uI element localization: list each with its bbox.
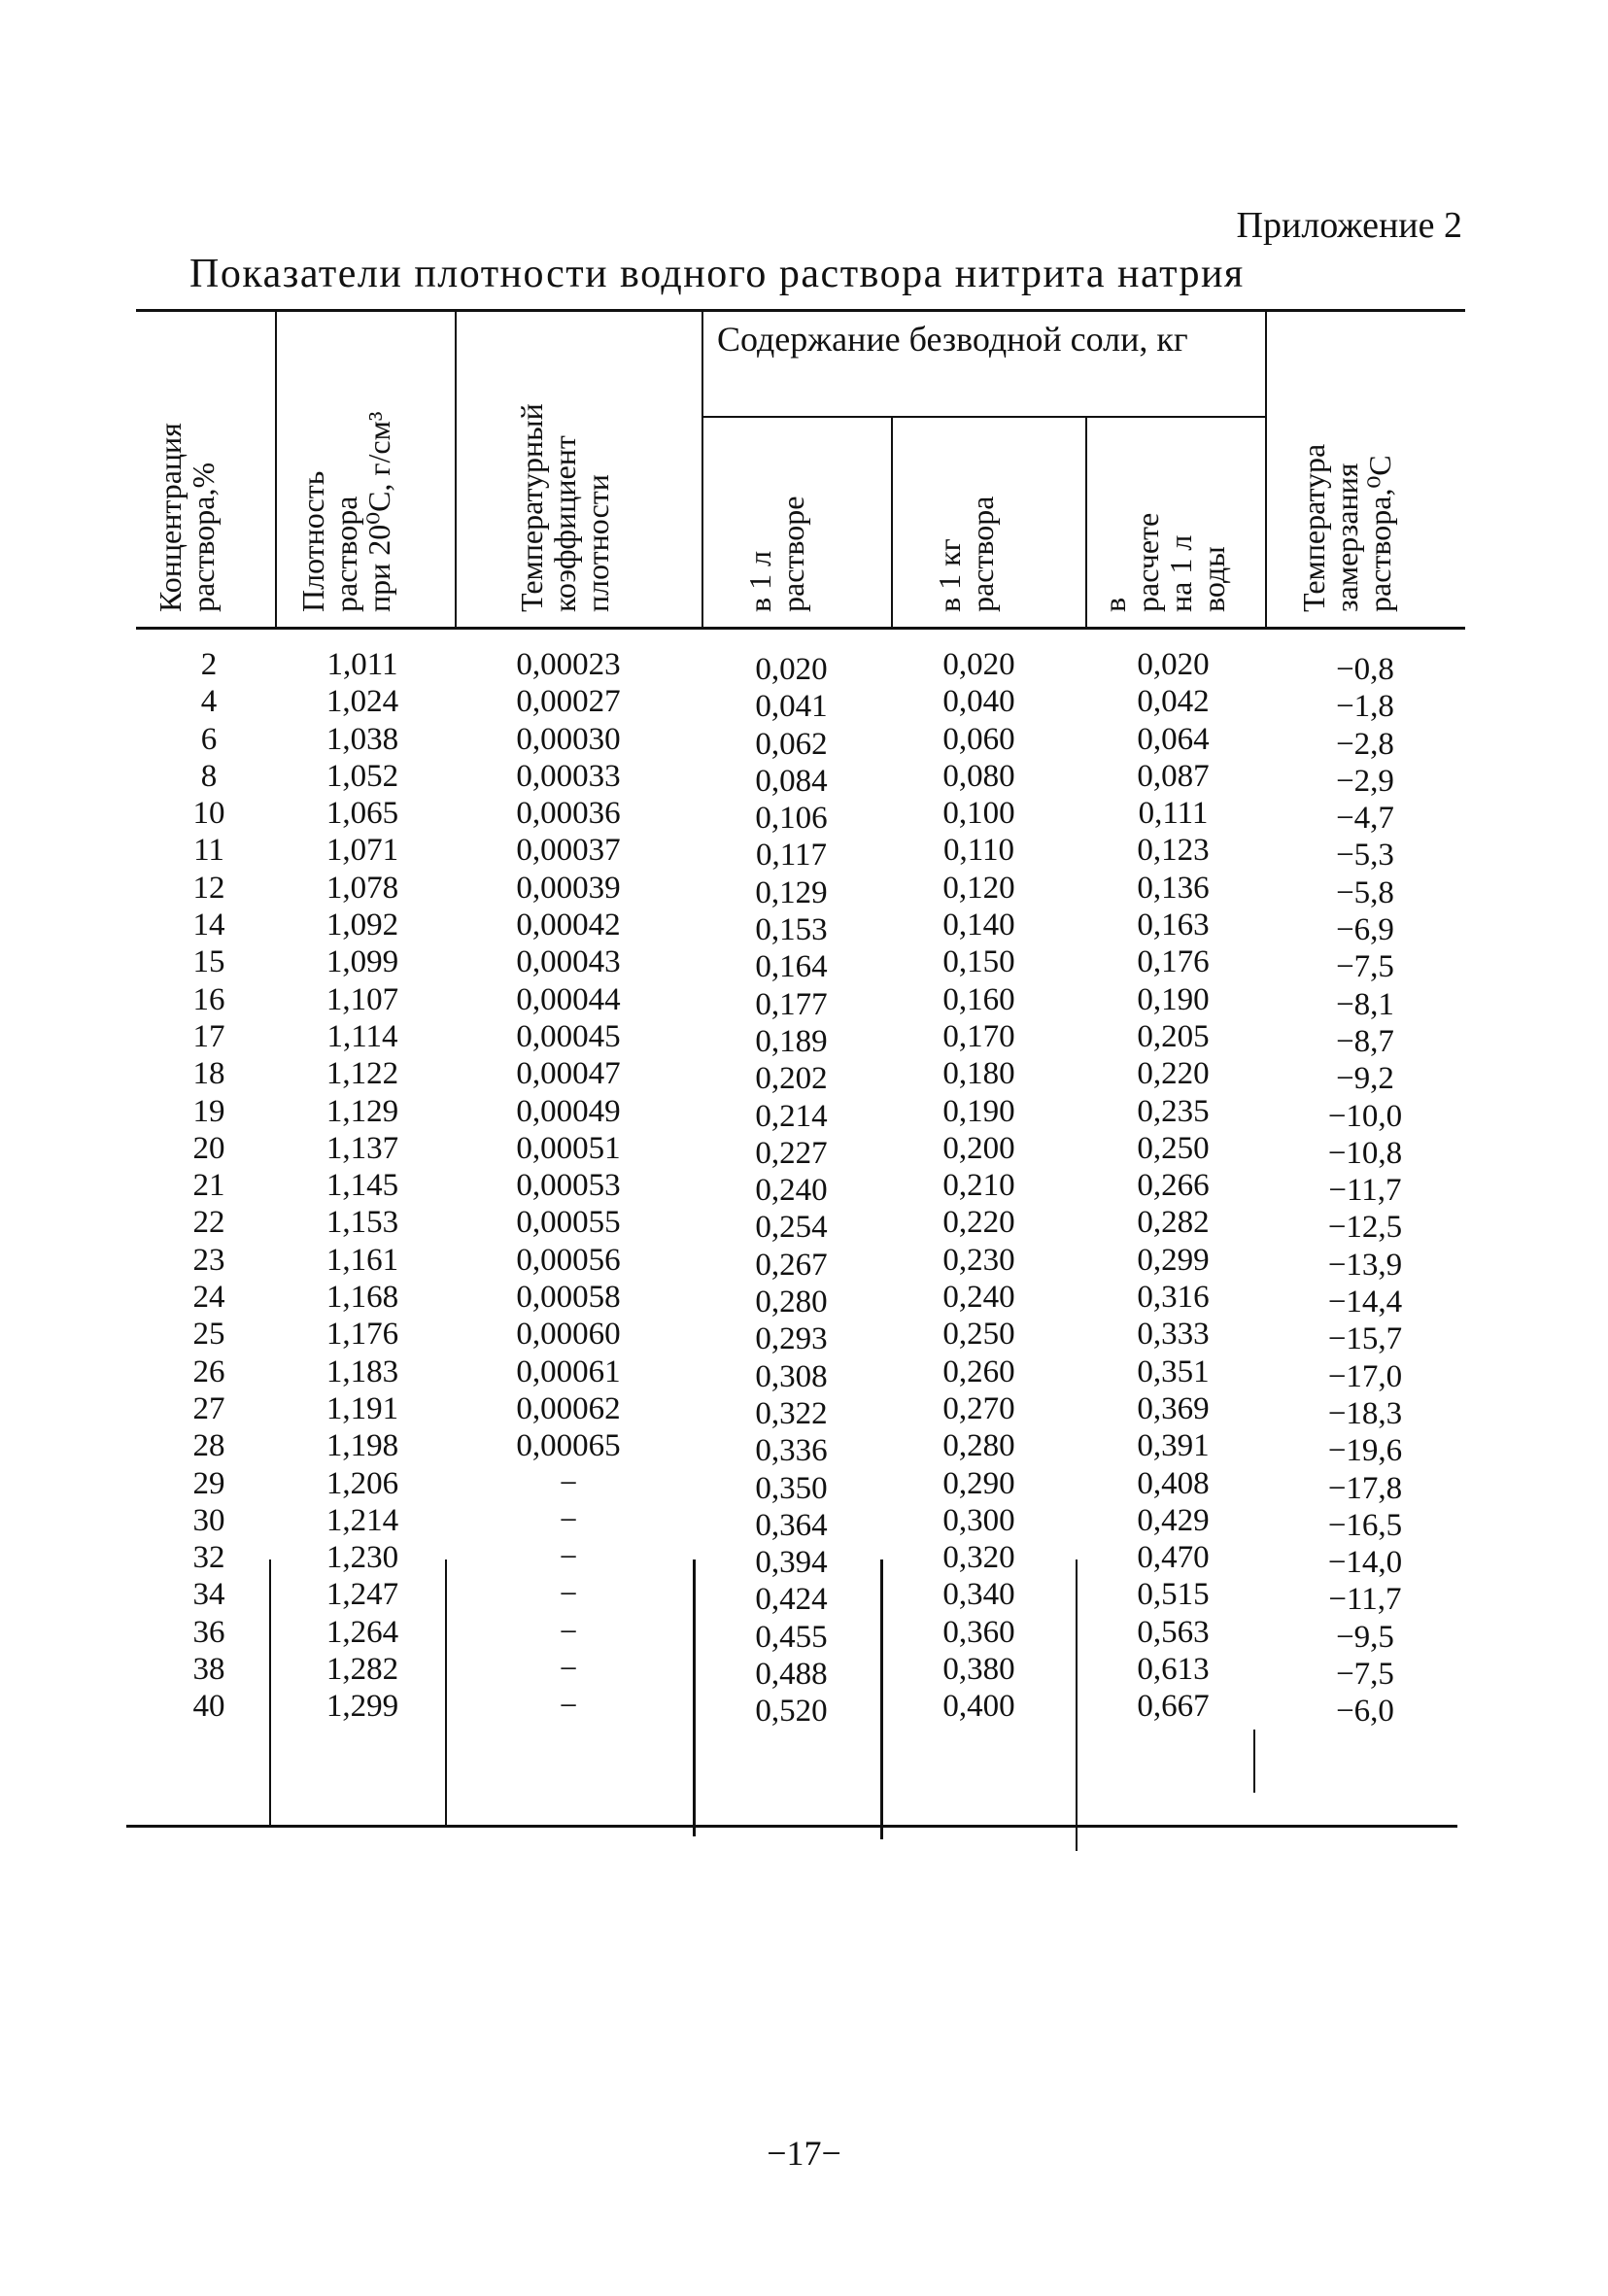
table-cell: 0,300 bbox=[942, 1502, 1015, 1538]
table-cell: 0,260 bbox=[942, 1354, 1015, 1389]
table-cell: 6 bbox=[200, 721, 218, 757]
table-cell: 0,336 bbox=[755, 1433, 828, 1469]
table-cell: 0,00042 bbox=[516, 908, 621, 943]
table-cell: 0,00033 bbox=[516, 758, 621, 794]
table-cell: 0,424 bbox=[755, 1582, 828, 1618]
table-cell: 1,191 bbox=[325, 1390, 399, 1426]
table-cell: 14 bbox=[192, 908, 225, 943]
header-density: Плотность раствора при 20⁰С, г/см³ bbox=[295, 411, 396, 612]
table-cell: −8,1 bbox=[1336, 986, 1394, 1022]
page-number: −17− bbox=[767, 2134, 841, 2173]
table-cell: −6,0 bbox=[1336, 1694, 1394, 1730]
table-cell: 0,020 bbox=[1137, 647, 1210, 682]
table-cell: 1,206 bbox=[325, 1465, 399, 1501]
table-cell: 23 bbox=[192, 1242, 225, 1278]
table-cell: 0,340 bbox=[942, 1577, 1015, 1613]
table-cell: 0,064 bbox=[1137, 721, 1210, 757]
table-cell: 0,189 bbox=[755, 1023, 828, 1059]
table-cell: 20 bbox=[192, 1130, 225, 1166]
table-cell: 1,092 bbox=[325, 908, 399, 943]
table-cell: 0,613 bbox=[1137, 1652, 1210, 1688]
table-cell: 40 bbox=[192, 1689, 225, 1725]
table-cell: −0,8 bbox=[1336, 652, 1394, 687]
table-cell: 1,038 bbox=[325, 721, 399, 757]
table-cell: 38 bbox=[192, 1652, 225, 1688]
table-cell: 0,111 bbox=[1138, 796, 1209, 832]
table-cell: −7,5 bbox=[1336, 1657, 1394, 1693]
table-cell: 0,00045 bbox=[516, 1018, 621, 1054]
table-cell: −4,7 bbox=[1336, 801, 1394, 837]
table-cell: 0,429 bbox=[1137, 1502, 1210, 1538]
table-cell: −9,5 bbox=[1336, 1619, 1394, 1655]
table-cell: 0,00037 bbox=[516, 833, 621, 869]
table-cell: 0,360 bbox=[942, 1614, 1015, 1650]
table-cell: 15 bbox=[192, 944, 225, 980]
table-cell: 1,114 bbox=[326, 1018, 398, 1054]
table-cell: 0,170 bbox=[942, 1018, 1015, 1054]
table-cell: 10 bbox=[192, 796, 225, 832]
table-cell: 0,254 bbox=[755, 1210, 828, 1246]
table-cell: 0,408 bbox=[1137, 1465, 1210, 1501]
table-cell: −2,9 bbox=[1336, 763, 1394, 799]
table-cell: 0,060 bbox=[942, 721, 1015, 757]
table-cell: 0,020 bbox=[942, 647, 1015, 682]
column-divider bbox=[880, 1559, 883, 1839]
table-cell: 0,084 bbox=[755, 763, 828, 799]
table-cell: 0,667 bbox=[1137, 1689, 1210, 1725]
table-cell: 0,488 bbox=[755, 1657, 828, 1693]
table-title: Показатели плотности водного раствора нитрита натрия bbox=[189, 252, 1245, 296]
table-cell: 0,00039 bbox=[516, 870, 621, 906]
table-cell: 0,042 bbox=[1137, 684, 1210, 720]
table-cell: 0,364 bbox=[755, 1507, 828, 1543]
table-cell: 0,240 bbox=[755, 1173, 828, 1209]
table-cell: 0,00023 bbox=[516, 647, 621, 682]
table-cell: 0,299 bbox=[1137, 1242, 1210, 1278]
column-divider bbox=[1253, 1730, 1255, 1793]
table-cell: −14,4 bbox=[1327, 1285, 1403, 1320]
table-cell: −6,9 bbox=[1336, 912, 1394, 948]
table-cell: −11,7 bbox=[1328, 1173, 1402, 1209]
table-cell: 0,290 bbox=[942, 1465, 1015, 1501]
table-cell: 0,00027 bbox=[516, 684, 621, 720]
table-cell: − bbox=[559, 1577, 578, 1613]
table-cell: 0,293 bbox=[755, 1321, 828, 1357]
appendix-label: Приложение 2 bbox=[1236, 205, 1462, 246]
header-temp-coefficient: Температурный коэффициент плотности bbox=[514, 403, 615, 612]
table-cell: 0,369 bbox=[1137, 1390, 1210, 1426]
table-cell: 1,145 bbox=[325, 1168, 399, 1204]
table-cell: 0,160 bbox=[942, 981, 1015, 1017]
table-cell: 0,380 bbox=[942, 1652, 1015, 1688]
table-cell: 0,250 bbox=[1137, 1130, 1210, 1166]
table-cell: 0,470 bbox=[1137, 1540, 1210, 1576]
table-cell: − bbox=[559, 1652, 578, 1688]
table-cell: 26 bbox=[192, 1354, 225, 1389]
table-cell: 1,168 bbox=[325, 1280, 399, 1316]
group-header-rule bbox=[701, 416, 1265, 418]
table-cell: 0,240 bbox=[942, 1280, 1015, 1316]
column-divider bbox=[891, 416, 893, 627]
table-cell: 0,120 bbox=[942, 870, 1015, 906]
table-cell: −2,8 bbox=[1336, 726, 1394, 762]
table-cell: 1,183 bbox=[325, 1354, 399, 1389]
table-cell: −11,7 bbox=[1328, 1582, 1402, 1618]
table-cell: 0,00044 bbox=[516, 981, 621, 1017]
table-cell: 0,041 bbox=[755, 689, 828, 725]
table-cell: 0,087 bbox=[1137, 758, 1210, 794]
table-cell: −5,3 bbox=[1336, 838, 1394, 874]
table-cell: 1,129 bbox=[325, 1093, 399, 1129]
table-cell: 0,391 bbox=[1137, 1428, 1210, 1464]
table-cell: 0,520 bbox=[755, 1694, 828, 1730]
table-cell: 0,308 bbox=[755, 1358, 828, 1394]
table-cell: −12,5 bbox=[1327, 1210, 1403, 1246]
table-cell: −17,8 bbox=[1327, 1470, 1403, 1506]
table-cell: 1,065 bbox=[325, 796, 399, 832]
table-cell: 32 bbox=[192, 1540, 225, 1576]
table-cell: 0,062 bbox=[755, 726, 828, 762]
table-cell: 0,163 bbox=[1137, 908, 1210, 943]
table-cell: 0,080 bbox=[942, 758, 1015, 794]
table-cell: 1,214 bbox=[325, 1502, 399, 1538]
table-cell: 1,071 bbox=[325, 833, 399, 869]
table-cell: 0,00058 bbox=[516, 1280, 621, 1316]
table-cell: 0,180 bbox=[942, 1056, 1015, 1092]
table-cell: 36 bbox=[192, 1614, 225, 1650]
table-cell: 0,00043 bbox=[516, 944, 621, 980]
table-cell: 0,117 bbox=[755, 838, 828, 874]
table-cell: 0,202 bbox=[755, 1061, 828, 1097]
table-cell: 0,230 bbox=[942, 1242, 1015, 1278]
table-cell: −14,0 bbox=[1327, 1545, 1403, 1581]
table-cell: 34 bbox=[192, 1577, 225, 1613]
table-cell: 0,00056 bbox=[516, 1242, 621, 1278]
column-temp-coefficient bbox=[486, 646, 651, 1726]
table-cell: 1,247 bbox=[325, 1577, 399, 1613]
table-cell: −15,7 bbox=[1327, 1321, 1403, 1357]
table-cell: 28 bbox=[192, 1428, 225, 1464]
table-cell: 12 bbox=[192, 870, 225, 906]
header-concentration: Концентрация раствора,% bbox=[153, 423, 221, 612]
table-cell: − bbox=[559, 1689, 578, 1725]
table-cell: 1,161 bbox=[325, 1242, 399, 1278]
table-cell: 0,220 bbox=[1137, 1056, 1210, 1092]
table-cell: 1,153 bbox=[325, 1205, 399, 1241]
table-cell: 0,220 bbox=[942, 1205, 1015, 1241]
table-cell: 0,129 bbox=[755, 874, 828, 910]
table-cell: −13,9 bbox=[1327, 1247, 1403, 1283]
table-cell: 1,052 bbox=[325, 758, 399, 794]
table-cell: 0,020 bbox=[755, 652, 828, 687]
table-cell: 0,394 bbox=[755, 1545, 828, 1581]
column-divider bbox=[1265, 309, 1267, 627]
table-cell: 0,110 bbox=[942, 833, 1015, 869]
table-cell: −8,7 bbox=[1336, 1023, 1394, 1059]
table-cell: 0,350 bbox=[755, 1470, 828, 1506]
table-cell: −19,6 bbox=[1327, 1433, 1403, 1469]
column-divider bbox=[701, 309, 703, 627]
column-per-liter-solution bbox=[721, 651, 862, 1731]
table-cell: 1,282 bbox=[325, 1652, 399, 1688]
column-divider bbox=[1076, 1559, 1078, 1851]
table-cell: −17,0 bbox=[1327, 1358, 1403, 1394]
table-cell: 18 bbox=[192, 1056, 225, 1092]
table-cell: 0,210 bbox=[942, 1168, 1015, 1204]
table-cell: 0,140 bbox=[942, 908, 1015, 943]
table-cell: 19 bbox=[192, 1093, 225, 1129]
table-cell: 0,00060 bbox=[516, 1317, 621, 1353]
table-cell: 0,351 bbox=[1137, 1354, 1210, 1389]
table-cell: 22 bbox=[192, 1205, 225, 1241]
header-per-liter-water: в расчете на 1 л воды bbox=[1097, 512, 1231, 612]
table-cell: 0,235 bbox=[1137, 1093, 1210, 1129]
table-cell: 17 bbox=[192, 1018, 225, 1054]
table-cell: 0,515 bbox=[1137, 1577, 1210, 1613]
table-cell: 0,214 bbox=[755, 1098, 828, 1134]
table-cell: 0,267 bbox=[755, 1247, 828, 1283]
table-cell: 1,107 bbox=[325, 981, 399, 1017]
column-divider bbox=[275, 309, 277, 627]
table-cell: 0,320 bbox=[942, 1540, 1015, 1576]
table-cell: 0,00055 bbox=[516, 1205, 621, 1241]
table-cell: 1,122 bbox=[325, 1056, 399, 1092]
table-cell: 1,099 bbox=[325, 944, 399, 980]
table-cell: 0,322 bbox=[755, 1395, 828, 1431]
table-cell: 1,011 bbox=[326, 647, 398, 682]
header-per-liter-solution: в 1 л растворе bbox=[742, 496, 810, 612]
table-cell: 0,00065 bbox=[516, 1428, 621, 1464]
table-cell: − bbox=[559, 1540, 578, 1576]
table-cell: 8 bbox=[200, 758, 218, 794]
table-cell: 0,200 bbox=[942, 1130, 1015, 1166]
column-divider bbox=[1085, 416, 1087, 627]
column-density bbox=[294, 646, 430, 1726]
table-cell: −16,5 bbox=[1327, 1507, 1403, 1543]
header-per-kg-solution: в 1 кг раствора bbox=[932, 496, 1000, 612]
table-cell: −10,8 bbox=[1327, 1135, 1403, 1171]
table-cell: 0,040 bbox=[942, 684, 1015, 720]
table-cell: 0,00036 bbox=[516, 796, 621, 832]
table-cell: 0,100 bbox=[942, 796, 1015, 832]
table-cell: 0,190 bbox=[1137, 981, 1210, 1017]
table-cell: −9,2 bbox=[1336, 1061, 1394, 1097]
table-cell: 0,00051 bbox=[516, 1130, 621, 1166]
column-concentration bbox=[165, 646, 253, 1726]
header-freezing-temperature: Температура замерзания раствора,⁰С bbox=[1296, 443, 1397, 612]
table-cell: 0,227 bbox=[755, 1135, 828, 1171]
table-cell: 0,00062 bbox=[516, 1390, 621, 1426]
table-cell: −7,5 bbox=[1336, 949, 1394, 985]
table-cell: 0,150 bbox=[942, 944, 1015, 980]
table-cell: 30 bbox=[192, 1502, 225, 1538]
table-cell: 29 bbox=[192, 1465, 225, 1501]
header-anhydrous-salt-group: Содержание безводной соли, кг bbox=[717, 320, 1188, 359]
table-cell: 0,164 bbox=[755, 949, 828, 985]
table-cell: 1,078 bbox=[325, 870, 399, 906]
table-cell: 21 bbox=[192, 1168, 225, 1204]
table-cell: 11 bbox=[193, 833, 224, 869]
table-cell: − bbox=[559, 1614, 578, 1650]
table-cell: 0,266 bbox=[1137, 1168, 1210, 1204]
table-cell: 0,455 bbox=[755, 1619, 828, 1655]
table-cell: 0,176 bbox=[1137, 944, 1210, 980]
table-cell: 0,00053 bbox=[516, 1168, 621, 1204]
table-cell: 1,299 bbox=[325, 1689, 399, 1725]
table-cell: 4 bbox=[200, 684, 218, 720]
table-cell: −18,3 bbox=[1327, 1395, 1403, 1431]
column-divider bbox=[455, 309, 457, 627]
table-cell: 0,153 bbox=[755, 912, 828, 948]
table-cell: 0,280 bbox=[942, 1428, 1015, 1464]
table-cell: 0,270 bbox=[942, 1390, 1015, 1426]
column-freezing-temperature bbox=[1297, 651, 1433, 1731]
table-cell: 1,264 bbox=[325, 1614, 399, 1650]
table-cell: 0,205 bbox=[1137, 1018, 1210, 1054]
table-cell: − bbox=[559, 1502, 578, 1538]
column-per-kg-solution bbox=[908, 646, 1049, 1726]
column-per-liter-water bbox=[1103, 646, 1244, 1726]
table-cell: 0,00061 bbox=[516, 1354, 621, 1389]
table-cell: 0,190 bbox=[942, 1093, 1015, 1129]
table-cell: −10,0 bbox=[1327, 1098, 1403, 1134]
table-cell: 0,00030 bbox=[516, 721, 621, 757]
table-cell: 1,024 bbox=[325, 684, 399, 720]
table-cell: − bbox=[559, 1465, 578, 1501]
table-cell: 0,280 bbox=[755, 1285, 828, 1320]
header-bottom-rule bbox=[136, 627, 1465, 630]
column-divider bbox=[269, 1559, 271, 1827]
table-cell: 0,177 bbox=[755, 986, 828, 1022]
table-cell: 1,137 bbox=[325, 1130, 399, 1166]
table-cell: 0,250 bbox=[942, 1317, 1015, 1353]
table-cell: 0,333 bbox=[1137, 1317, 1210, 1353]
table-cell: 2 bbox=[200, 647, 218, 682]
table-cell: 0,316 bbox=[1137, 1280, 1210, 1316]
table-cell: 0,563 bbox=[1137, 1614, 1210, 1650]
table-cell: 24 bbox=[192, 1280, 225, 1316]
table-cell: 16 bbox=[192, 981, 225, 1017]
column-divider bbox=[693, 1559, 696, 1836]
table-cell: 1,198 bbox=[325, 1428, 399, 1464]
table-cell: −5,8 bbox=[1336, 874, 1394, 910]
table-cell: −1,8 bbox=[1336, 689, 1394, 725]
table-cell: 0,282 bbox=[1137, 1205, 1210, 1241]
table-cell: 0,106 bbox=[755, 801, 828, 837]
table-cell: 0,400 bbox=[942, 1689, 1015, 1725]
table-cell: 0,00049 bbox=[516, 1093, 621, 1129]
table-cell: 27 bbox=[192, 1390, 225, 1426]
column-divider bbox=[445, 1559, 447, 1827]
table-cell: 1,176 bbox=[325, 1317, 399, 1353]
table-cell: 0,00047 bbox=[516, 1056, 621, 1092]
table-cell: 1,230 bbox=[325, 1540, 399, 1576]
table-cell: 0,123 bbox=[1137, 833, 1210, 869]
table-cell: 25 bbox=[192, 1317, 225, 1353]
table-cell: 0,136 bbox=[1137, 870, 1210, 906]
table-bottom-rule bbox=[126, 1825, 1457, 1828]
